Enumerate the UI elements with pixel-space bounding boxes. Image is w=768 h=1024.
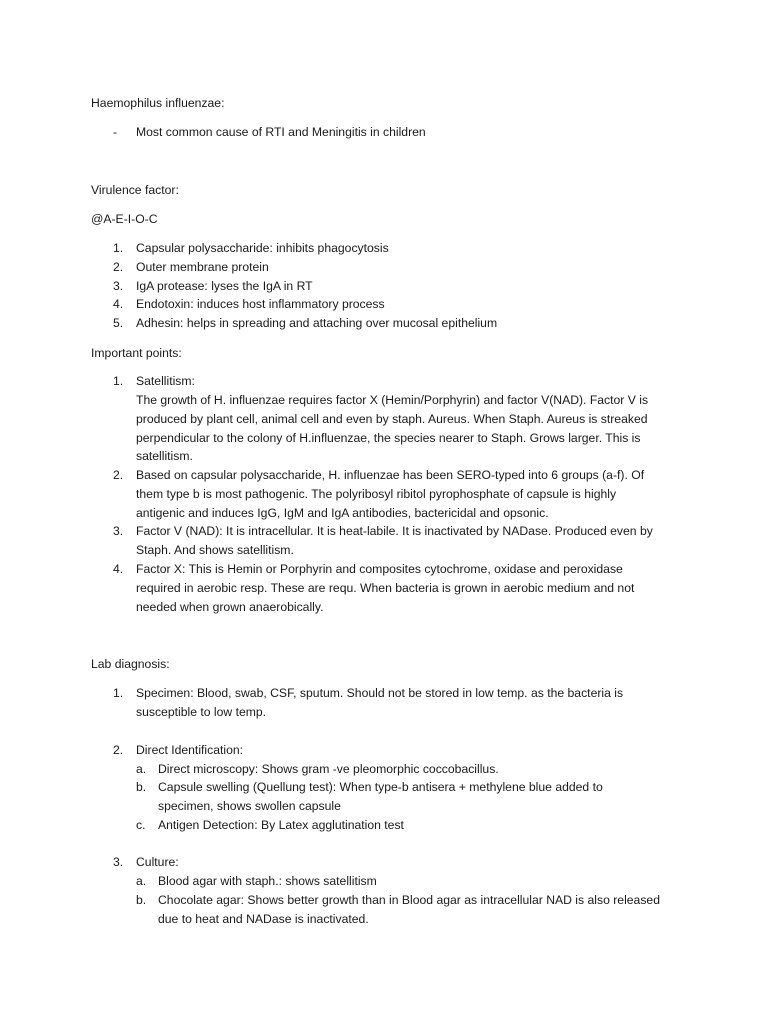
sublist-item-line: Capsule swelling (Quellung test): When type-b antisera + methylene blue added to xyxy=(158,780,603,794)
list-item: Outer membrane protein xyxy=(136,260,269,274)
list-item-title: Culture: xyxy=(136,855,179,869)
list-item-line: needed when grown anaerobically. xyxy=(136,600,324,614)
list-item-line: antigenic and induces IgG, IgM and IgA antibodies, bactericidal and opsonic. xyxy=(136,506,549,520)
sublist-item-line: Antigen Detection: By Latex agglutination test xyxy=(158,818,404,832)
sublist-letter: c. xyxy=(136,818,146,832)
list-number: 1. xyxy=(113,241,124,255)
list-item-line: produced by plant cell, animal cell and even by staph. Aureus. When Staph. Aureus is streaked xyxy=(136,412,648,426)
sublist-item-line: Blood agar with staph.: shows satellitism xyxy=(158,874,377,888)
sublist-letter: a. xyxy=(136,762,147,776)
list-number: 3. xyxy=(113,279,124,293)
sublist-item-line: due to heat and NADase is inactivated. xyxy=(158,912,369,926)
list-item-line: The growth of H. influenzae requires factor X (Hemin/Porphyrin) and factor V(NAD). Factor V is xyxy=(136,393,649,407)
list-item-line: Specimen: Blood, swab, CSF, sputum. Should not be stored in low temp. as the bacteria is xyxy=(136,686,624,700)
list-item-line: satellitism. xyxy=(136,449,193,463)
list-item: IgA protease: lyses the IgA in RT xyxy=(136,279,313,293)
list-item-line: Based on capsular polysaccharide, H. influenzae has been SERO-typed into 6 groups (a-f). Of xyxy=(136,468,645,482)
sublist-letter: b. xyxy=(136,893,147,907)
virulence-mnemonic: @A-E-I-O-C xyxy=(91,212,158,226)
list-number: 2. xyxy=(113,743,124,757)
page-title: Haemophilus influenzae: xyxy=(91,96,225,110)
virulence-heading: Virulence factor: xyxy=(91,183,179,197)
important-heading: Important points: xyxy=(91,346,182,360)
sublist-item-line: specimen, shows swollen capsule xyxy=(158,799,341,813)
list-item: Capsular polysaccharide: inhibits phagocytosis xyxy=(136,241,389,255)
list-item-line: Satellitism: xyxy=(136,374,195,388)
sublist-letter: b. xyxy=(136,780,147,794)
list-number: 3. xyxy=(113,524,124,538)
sublist-letter: a. xyxy=(136,874,147,888)
list-item-line: required in aerobic resp. These are requ. When bacteria is grown in aerobic medium and not xyxy=(136,581,635,595)
list-item-line: Factor X: This is Hemin or Porphyrin and composites cytochrome, oxidase and peroxidase xyxy=(136,562,623,576)
list-number: 5. xyxy=(113,316,124,330)
list-number: 4. xyxy=(113,297,124,311)
intro-bullet-text: Most common cause of RTI and Meningitis in children xyxy=(136,125,426,139)
list-item: Endotoxin: induces host inflammatory process xyxy=(136,297,385,311)
bullet-marker: - xyxy=(113,125,118,139)
lab-heading: Lab diagnosis: xyxy=(91,657,170,671)
list-number: 1. xyxy=(113,686,124,700)
list-number: 4. xyxy=(113,562,124,576)
sublist-item-line: Direct microscopy: Shows gram -ve pleomorphic coccobacillus. xyxy=(158,762,499,776)
list-number: 1. xyxy=(113,374,124,388)
list-item-title: Direct Identification: xyxy=(136,743,244,757)
list-number: 2. xyxy=(113,468,124,482)
list-number: 2. xyxy=(113,260,124,274)
list-number: 3. xyxy=(113,855,124,869)
list-item-line: them type b is most pathogenic. The polyribosyl ribitol pyrophosphate of capsule is highly xyxy=(136,487,617,501)
list-item: Adhesin: helps in spreading and attaching over mucosal epithelium xyxy=(136,316,498,330)
list-item-line: Factor V (NAD): It is intracellular. It is heat-labile. It is inactivated by NADase. Produced even by xyxy=(136,524,653,538)
list-item-line: perpendicular to the colony of H.influenzae, the species nearer to Staph. Grows larger. This is xyxy=(136,431,641,445)
list-item-line: susceptible to low temp. xyxy=(136,705,267,719)
sublist-item-line: Chocolate agar: Shows better growth than in Blood agar as intracellular NAD is also released xyxy=(158,893,660,907)
list-item-line: Staph. And shows satellitism. xyxy=(136,543,294,557)
